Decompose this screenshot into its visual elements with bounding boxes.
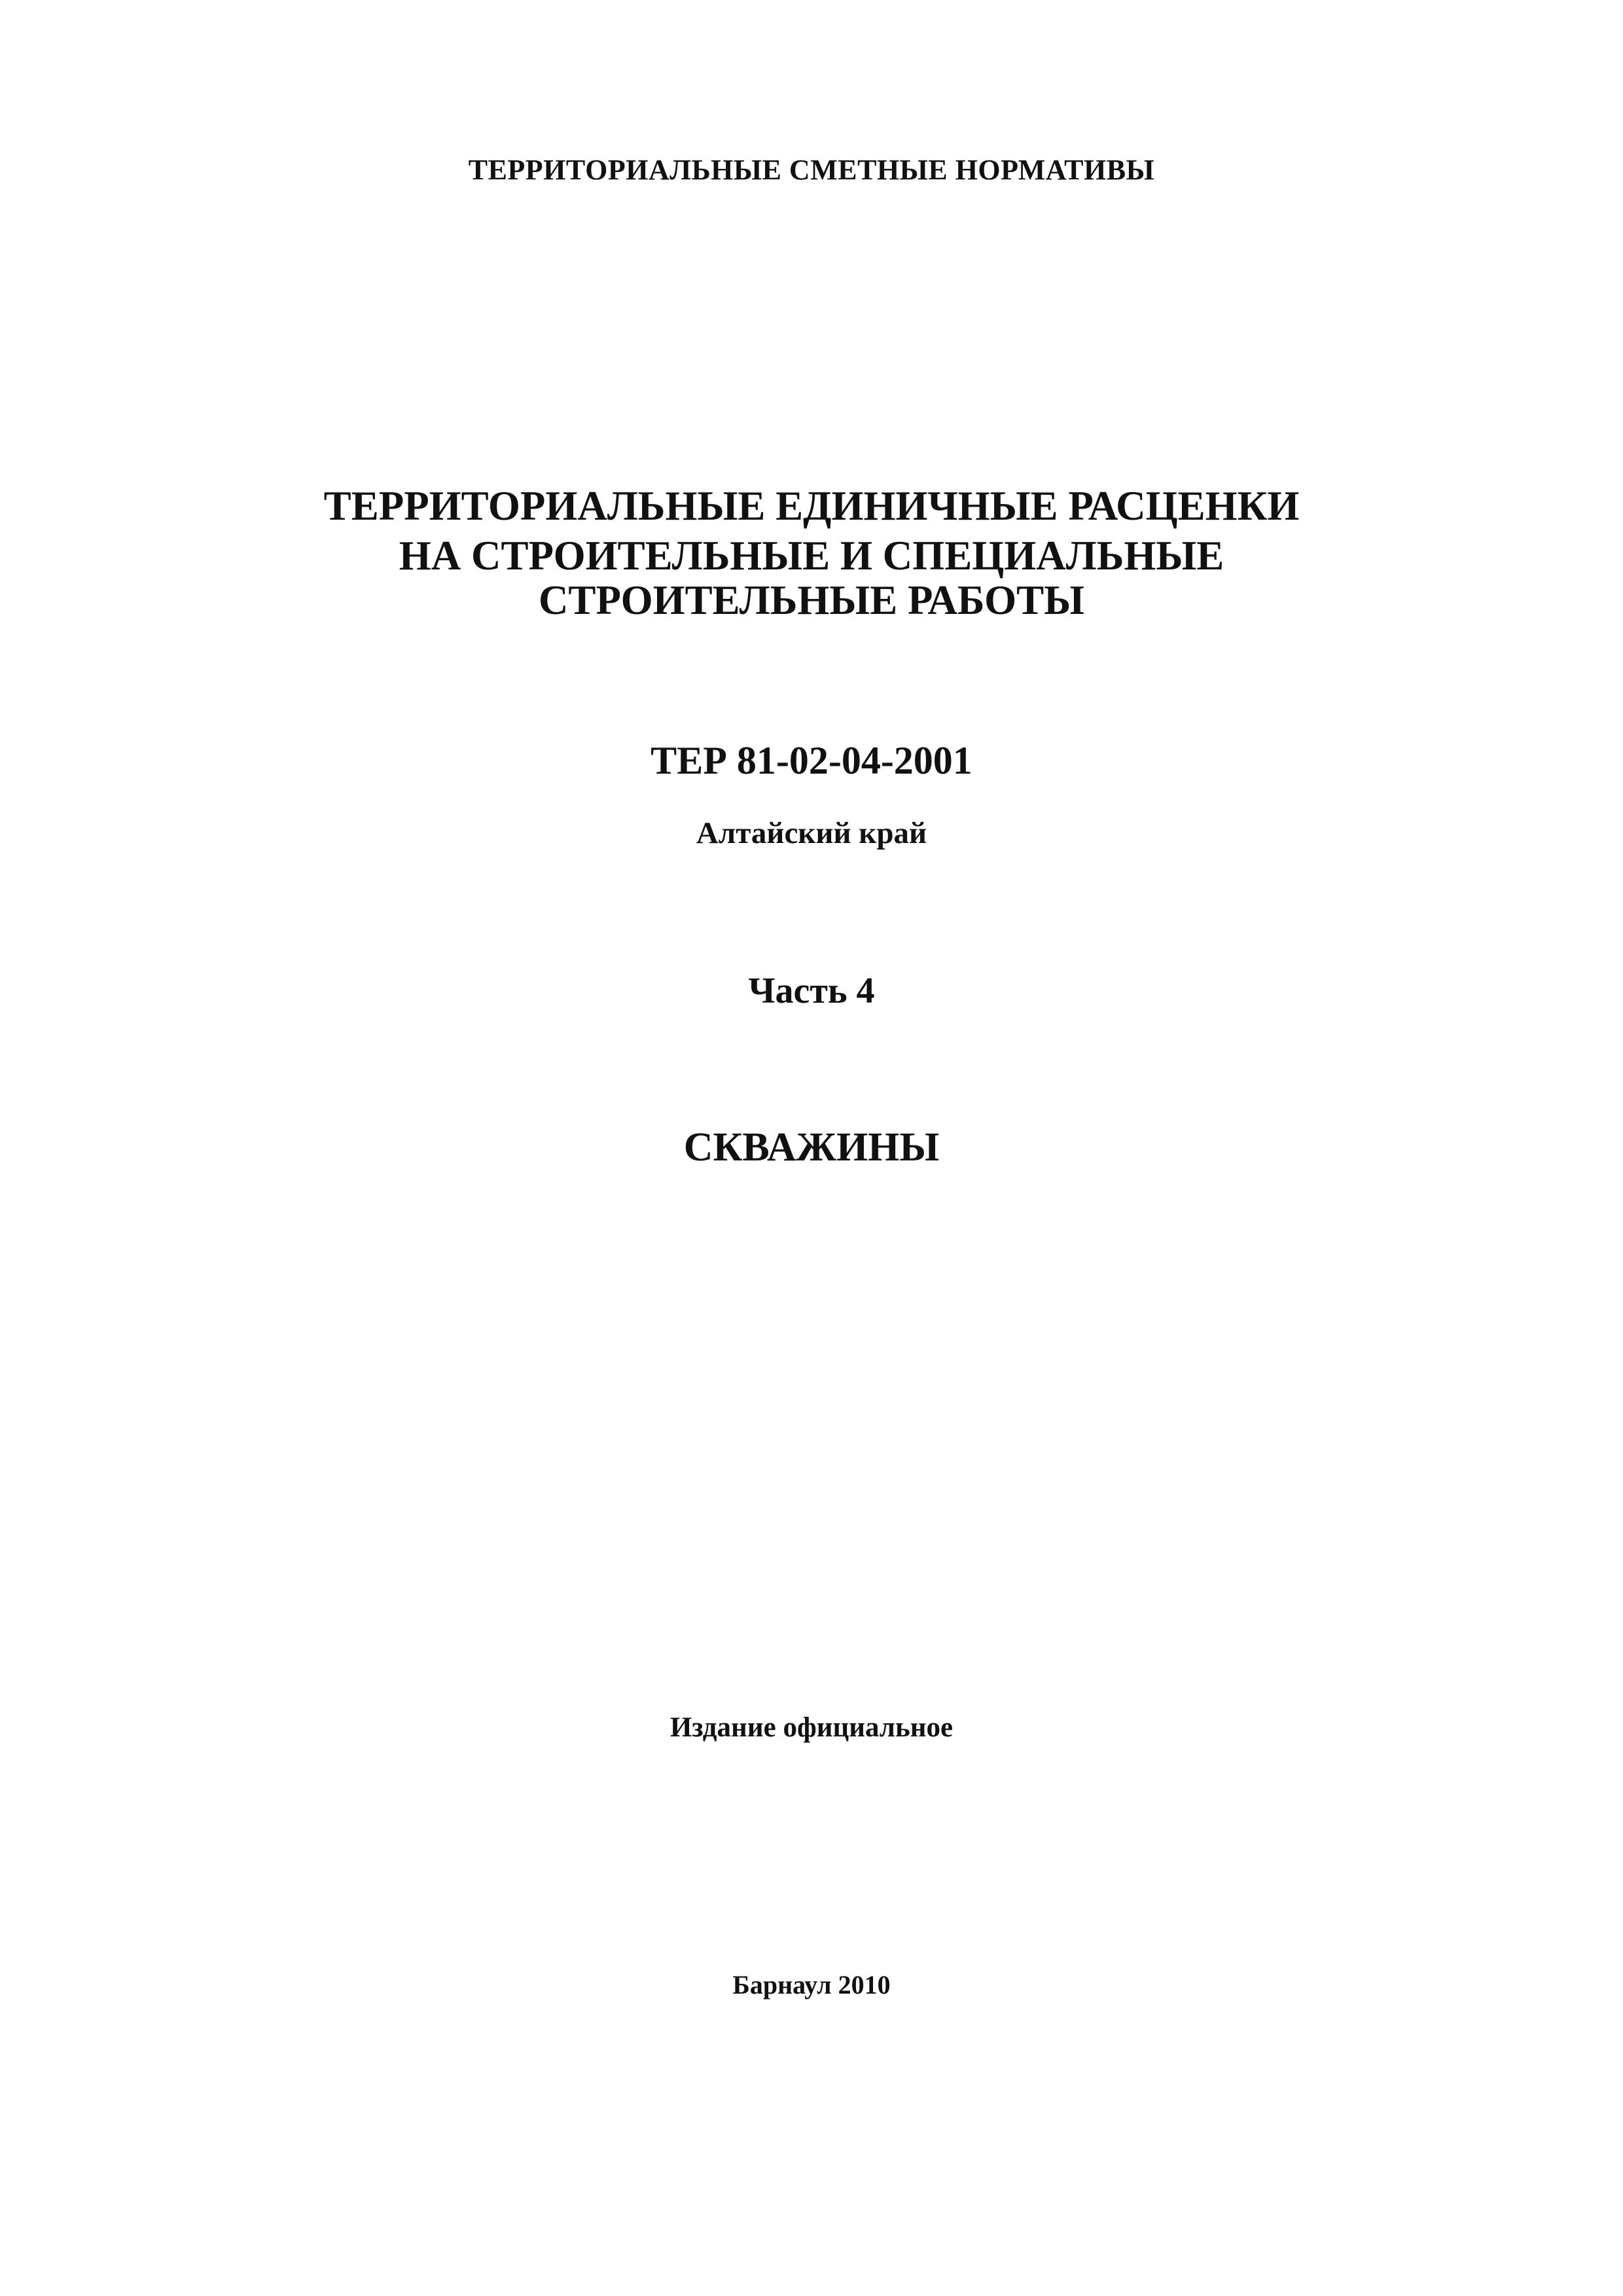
edition-label: Издание официальное xyxy=(669,1712,954,1743)
title-line-3: СТРОИТЕЛЬНЫЕ РАБОТЫ xyxy=(538,577,1085,623)
part-number: Часть 4 xyxy=(748,971,875,1011)
document-code: ТЕР 81-02-04-2001 xyxy=(651,739,972,782)
series-heading: ТЕРРИТОРИАЛЬНЫЕ СМЕТНЫЕ НОРМАТИВЫ xyxy=(468,154,1155,186)
section-title: СКВАЖИНЫ xyxy=(683,1125,940,1170)
title-line-2: НА СТРОИТЕЛЬНЫЕ И СПЕЦИАЛЬНЫЕ xyxy=(399,533,1224,579)
city-year: Барнаул 2010 xyxy=(732,1970,891,2000)
title-line-1: ТЕРРИТОРИАЛЬНЫЕ ЕДИНИЧНЫЕ РАСЦЕНКИ xyxy=(323,483,1300,529)
region-name: Алтайский край xyxy=(696,816,927,850)
